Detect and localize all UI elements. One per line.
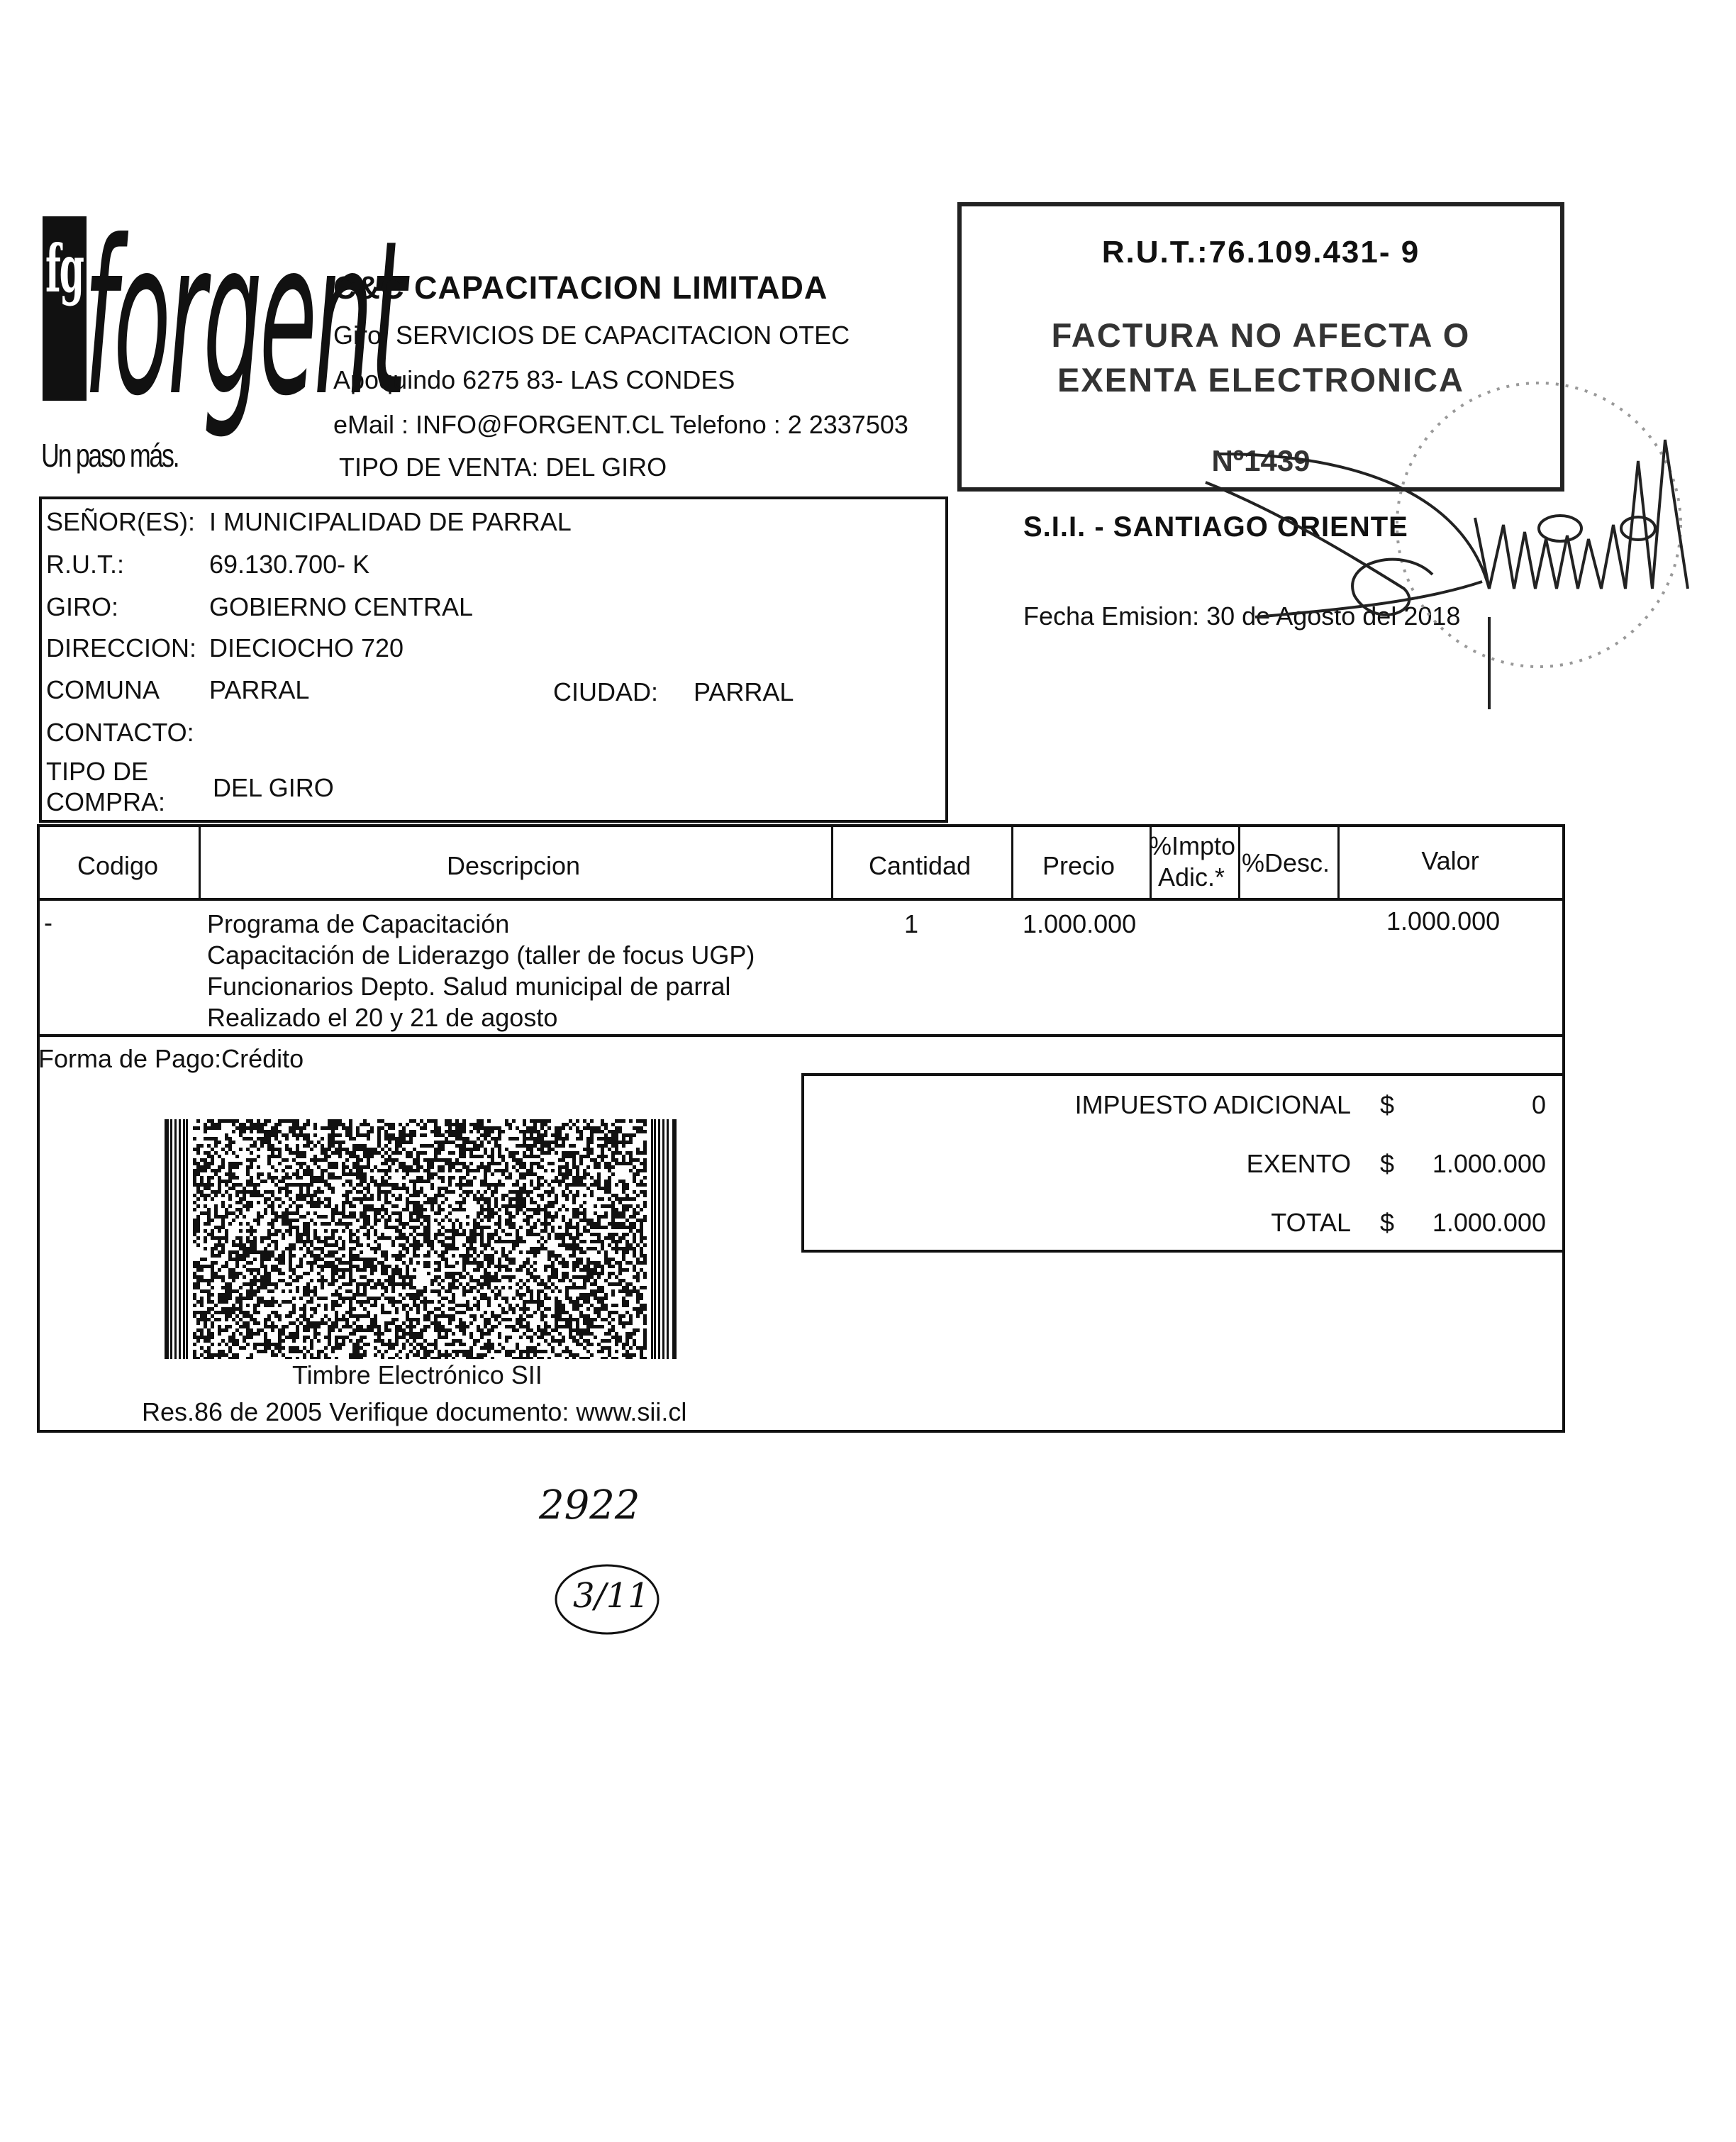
customer-name: I MUNICIPALIDAD DE PARRAL [209,507,572,536]
item-quantity: 1 [904,909,919,938]
col-header-discount: %Desc. [1241,848,1330,877]
total-amount-exempt: 1.000.000 [1432,1149,1546,1178]
total-currency-total: $ [1380,1208,1395,1237]
item-price: 1.000.000 [1023,909,1137,938]
issue-date: Fecha Emision: 30 de Agosto del 2018 [1023,601,1461,631]
customer-city: PARRAL [694,677,794,706]
item-description-line-1: Programa de Capacitación [207,909,510,938]
total-label-exempt: EXENTO [1246,1149,1351,1178]
col-header-price: Precio [1042,851,1115,880]
customer-rut: 69.130.700- K [209,550,370,579]
col-header-quantity: Cantidad [868,851,972,880]
total-currency-exempt: $ [1380,1149,1395,1178]
customer-rut-label: R.U.T.: [46,550,125,579]
total-label-total: TOTAL [1271,1208,1351,1237]
issuer-rut: R.U.T.:76.109.431- 9 [1101,235,1420,270]
purchase-type: DEL GIRO [213,773,334,802]
logo-mark: fg [43,216,87,401]
item-value: 1.000.000 [1386,906,1501,936]
issuer-address: Apoquindo 6275 83- LAS CONDES [333,365,735,394]
item-description-line-3: Funcionarios Depto. Salud municipal de parral [207,972,731,1001]
customer-comuna: PARRAL [209,675,310,704]
purchase-type-label-1: TIPO DE [46,757,149,786]
col-header-value: Valor [1421,846,1479,875]
col-header-tax-1: %Impto [1149,831,1236,860]
customer-giro: GOBIERNO CENTRAL [209,592,474,621]
handwritten-number: 2922 [539,1482,640,1528]
customer-name-label: SEÑOR(ES): [46,507,196,536]
col-header-description: Descripcion [446,851,581,880]
sii-office: S.I.I. - SANTIAGO ORIENTE [1023,511,1408,543]
customer-address-label: DIRECCION: [46,633,197,662]
stamp-caption: Timbre Electrónico SII [292,1360,542,1389]
issuer-sale-type: TIPO DE VENTA: DEL GIRO [339,453,667,482]
logo-tagline: Un paso más. [41,437,179,474]
item-description-line-2: Capacitación de Liderazgo (taller de focus UGP) [207,940,755,970]
verify-text: Res.86 de 2005 Verifique documento: www.sii.cl [142,1397,687,1426]
issuer-contact: eMail : INFO@FORGENT.CL Telefono : 2 2337503 [333,410,908,439]
customer-city-label: CIUDAD: [553,677,659,706]
total-amount-additional-tax: 0 [1531,1090,1546,1119]
col-header-tax-2: Adic.* [1157,862,1225,892]
logo-wordmark: forgent [84,195,404,443]
item-description-line-4: Realizado el 20 y 21 de agosto [207,1003,558,1032]
document-number: Nº1439 [1211,444,1311,477]
purchase-type-label-2: COMPRA: [46,787,166,816]
total-amount-total: 1.000.000 [1432,1208,1546,1237]
handwritten-circled-note: 3/11 [573,1576,650,1616]
payment-method: Forma de Pago:Crédito [38,1044,304,1073]
customer-contact-label: CONTACTO: [46,718,194,747]
item-code: - [44,908,52,937]
document-type-line-2: EXENTA ELECTRONICA [1057,361,1464,399]
customer-comuna-label: COMUNA [46,675,160,704]
pdf417-barcode [165,1119,677,1359]
total-label-additional-tax: IMPUESTO ADICIONAL [1074,1090,1351,1119]
signature-stamp [1191,376,1730,716]
customer-giro-label: GIRO: [46,592,119,621]
issuer-name: C&C CAPACITACION LIMITADA [333,270,828,306]
issuer-giro: Giro: SERVICIOS DE CAPACITACION OTEC [333,321,850,350]
total-currency-additional-tax: $ [1380,1090,1395,1119]
col-header-code: Codigo [77,851,159,880]
document-type-line-1: FACTURA NO AFECTA O [1051,316,1471,354]
customer-address: DIECIOCHO 720 [209,633,404,662]
